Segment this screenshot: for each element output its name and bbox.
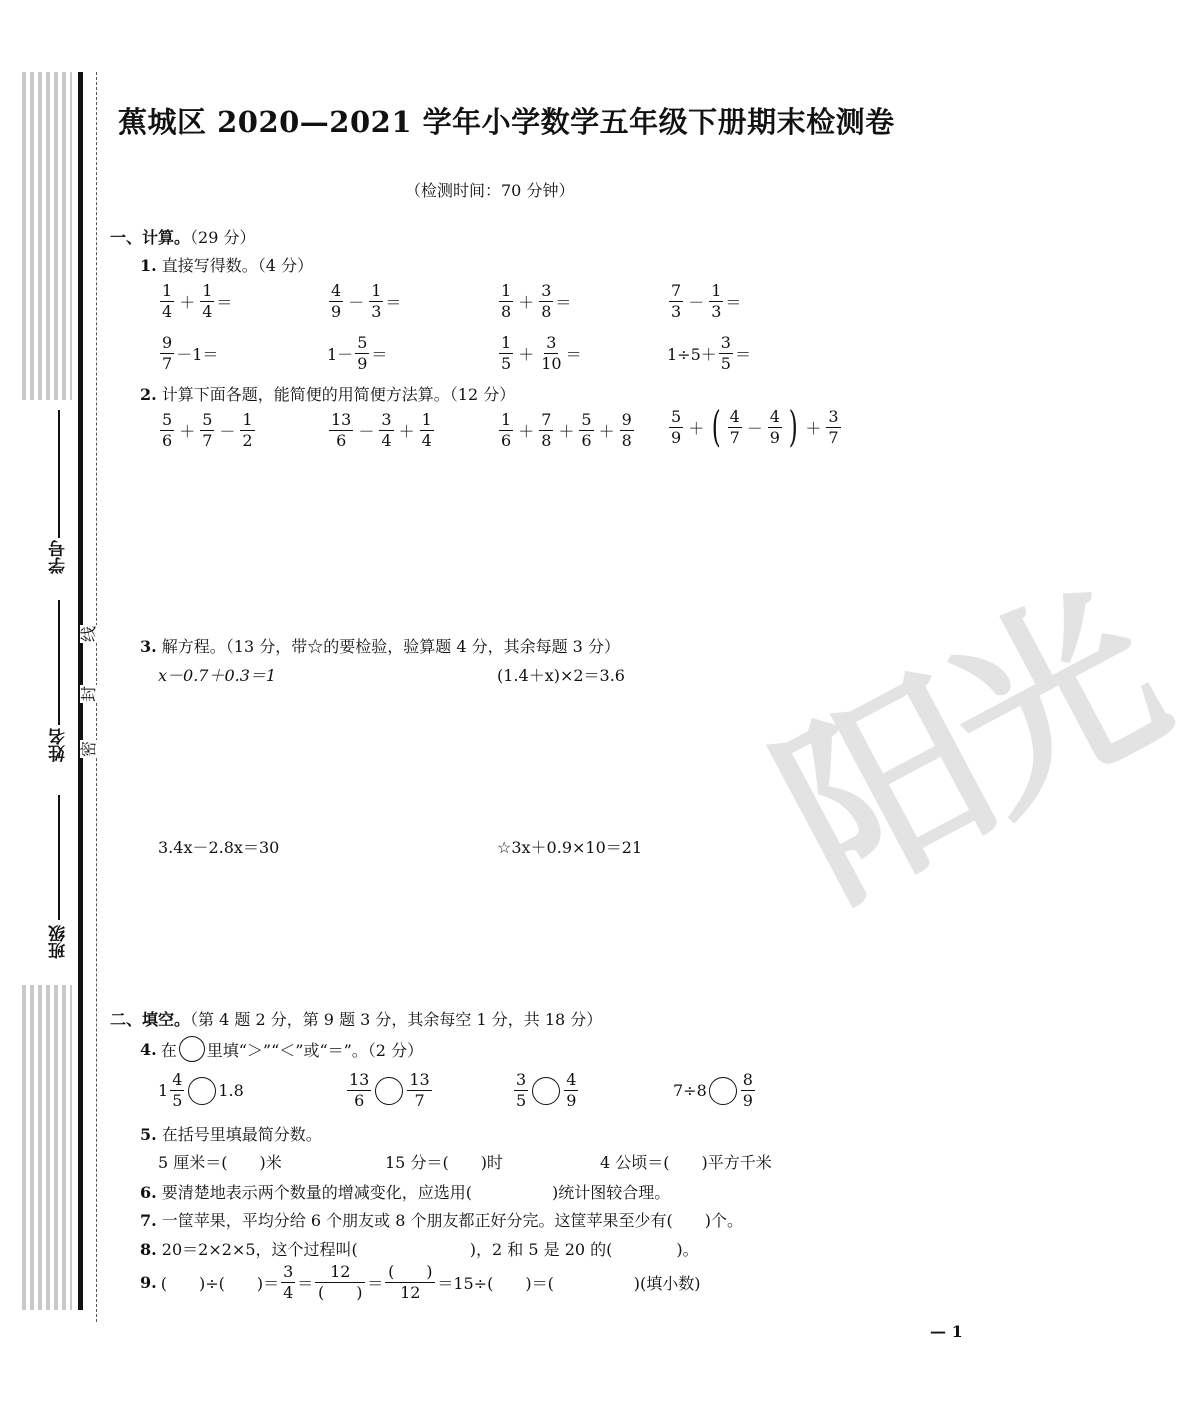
denominator: 4 [283, 1283, 294, 1302]
q1-expr-4 [667, 283, 741, 320]
denominator: 5 [720, 354, 731, 373]
denominator: 7 [729, 427, 740, 447]
question-5-text: 在括号里填最简分数。 [161, 1125, 322, 1144]
exam-duration: （检测时间：70 分钟） [405, 181, 575, 200]
denominator-blank: ( ) [318, 1283, 363, 1302]
numerator: 1 [202, 281, 213, 300]
denominator: 9 [769, 427, 780, 447]
operator: － [348, 293, 365, 312]
operator: ＋ [179, 293, 196, 312]
q5-item-2: 15 分＝( )时 [385, 1153, 503, 1172]
numerator: 9 [162, 333, 173, 352]
compare-circle[interactable] [709, 1077, 737, 1105]
denominator: 3 [371, 302, 382, 321]
numerator: 3 [828, 406, 839, 426]
numerator: 3 [541, 281, 552, 300]
numerator: 4 [729, 406, 740, 426]
question-7-number: 7. [140, 1211, 157, 1230]
equals: ＝ [216, 293, 233, 312]
denominator: 5 [501, 354, 512, 373]
question-8 [140, 1237, 699, 1260]
watermark: 阳光 [745, 556, 1191, 941]
operator: ＋ [179, 422, 196, 441]
q1-expr-2 [327, 283, 401, 320]
denominator: 5 [516, 1091, 527, 1110]
question-3 [140, 634, 620, 657]
numerator: 1 [501, 333, 512, 352]
denominator: 3 [711, 302, 722, 321]
seal-char-secret: 密 [79, 741, 98, 758]
numerator: 1 [242, 410, 253, 429]
operator: ＋ [518, 345, 535, 364]
section-1-heading [110, 225, 255, 248]
expr-head: 1÷5＋ [667, 345, 717, 364]
numerator: 5 [581, 410, 592, 429]
operator: ＋ [398, 422, 415, 441]
binding-stripes-top [22, 72, 72, 400]
numerator: 1 [501, 410, 512, 429]
question-2 [140, 382, 515, 405]
numerator: 9 [621, 410, 632, 429]
numerator: 4 [566, 1070, 577, 1089]
operator: ＋ [558, 422, 575, 441]
denominator: 9 [742, 1091, 753, 1110]
numerator: 4 [172, 1070, 183, 1089]
numerator: 3 [720, 333, 731, 352]
question-4 [140, 1036, 423, 1062]
denominator: 6 [501, 431, 512, 450]
question-6-number: 6. [140, 1183, 157, 1202]
denominator: 6 [581, 431, 592, 450]
q1-expr-3 [497, 283, 571, 320]
operator: ＋ [518, 422, 535, 441]
denominator: 10 [541, 354, 562, 373]
operator: － [358, 422, 375, 441]
question-8-text: 20＝2×2×5，这个过程叫( )，2 和 5 是 20 的( )。 [161, 1240, 699, 1259]
equation-4: ☆3x＋0.9×10＝21 [497, 838, 643, 857]
numerator-blank: ( ) [385, 1264, 435, 1283]
q1-expr-5 [158, 335, 218, 372]
q4-compare-2 [345, 1072, 434, 1109]
denominator: 5 [172, 1091, 183, 1110]
equals: ＝ [385, 293, 402, 312]
numerator: 1 [371, 281, 382, 300]
q4-compare-4 [673, 1072, 757, 1109]
equals: ＝ [371, 345, 388, 364]
q2-expr-1 [158, 412, 257, 449]
question-2-number: 2. [140, 385, 157, 404]
numerator: 3 [283, 1262, 294, 1281]
numerator: 7 [541, 410, 552, 429]
denominator: 6 [336, 431, 347, 450]
denominator: 4 [381, 431, 392, 450]
question-1 [140, 253, 313, 276]
operator: － [219, 422, 236, 441]
denominator: 9 [566, 1091, 577, 1110]
denominator: 7 [202, 431, 213, 450]
equals: ＝ [734, 345, 751, 364]
numerator: 13 [331, 410, 352, 429]
denominator: 9 [671, 427, 682, 447]
expr-tail: －1＝ [176, 345, 219, 364]
page-title: 蕉城区 2020—2021 学年小学数学五年级下册期末检测卷 [118, 105, 895, 139]
question-6-text: 要清楚地表示两个数量的增减变化，应选用( )统计图较合理。 [161, 1183, 671, 1202]
question-9-number: 9. [140, 1273, 157, 1292]
compare-circle[interactable] [188, 1077, 216, 1105]
q1-expr-7 [497, 335, 582, 372]
denominator: 3 [671, 302, 682, 321]
numerator: 1 [501, 281, 512, 300]
class-label: 班级 [49, 925, 69, 959]
numerator: 3 [381, 410, 392, 429]
section-1-title: 一、计算。 [110, 228, 191, 247]
numerator: 8 [742, 1070, 753, 1089]
denominator: 7 [162, 354, 173, 373]
binding-stripes-bottom [22, 985, 72, 1310]
q1-expr-8 [667, 335, 751, 372]
denominator: 9 [331, 302, 342, 321]
student-no-line [58, 410, 60, 538]
numerator: 4 [769, 406, 780, 426]
denominator: 7 [828, 427, 839, 447]
operator: ＋ [805, 418, 822, 438]
operator: － [688, 293, 705, 312]
question-9 [140, 1264, 701, 1301]
name-label: 姓名 [49, 728, 69, 762]
q1-expr-6 [327, 335, 387, 372]
q9-part-1: ( )÷( )＝ [160, 1274, 280, 1293]
numerator: 7 [671, 281, 682, 300]
q2-expr-3 [497, 412, 636, 449]
q4-compare-1 [158, 1072, 244, 1109]
q1-expr-1 [158, 283, 232, 320]
question-3-text: 解方程。（13 分，带☆的要检验，验算题 4 分，其余每题 3 分） [161, 637, 620, 656]
denominator: 7 [414, 1091, 425, 1110]
numerator: 3 [546, 333, 557, 352]
page-number: — 1 [930, 1322, 963, 1341]
numerator: 13 [349, 1070, 370, 1089]
numerator: 5 [671, 406, 682, 426]
circle-icon [179, 1036, 205, 1062]
q4-compare-3 [512, 1072, 580, 1109]
numerator: 5 [202, 410, 213, 429]
student-no-label: 学号 [49, 540, 69, 574]
question-8-number: 8. [140, 1240, 157, 1259]
question-2-text: 计算下面各题，能简便的用简便方法算。（12 分） [161, 385, 516, 404]
name-line [58, 600, 60, 725]
seal-char-line: 线 [79, 626, 98, 643]
numerator: 1 [162, 281, 173, 300]
compare-circle[interactable] [375, 1077, 403, 1105]
compare-circle[interactable] [532, 1077, 560, 1105]
mixed-whole: 1 [158, 1081, 169, 1100]
right-paren: ) [788, 402, 798, 451]
expr-head: 1－ [327, 345, 354, 364]
equals: ＝ [297, 1274, 314, 1293]
question-6 [140, 1180, 670, 1203]
question-7 [140, 1208, 743, 1231]
denominator: 4 [162, 302, 173, 321]
numerator: 5 [357, 333, 368, 352]
numerator: 3 [516, 1070, 527, 1089]
equals: ＝ [725, 293, 742, 312]
equals: ＝ [565, 345, 582, 364]
denominator: 2 [242, 431, 253, 450]
equation-2: (1.4＋x)×2＝3.6 [497, 666, 625, 685]
denominator: 12 [400, 1283, 421, 1302]
denominator: 6 [354, 1091, 365, 1110]
question-4-post: 里填“＞”“＜”或“＝”。（2 分） [206, 1040, 424, 1060]
denominator: 8 [621, 431, 632, 450]
denominator: 8 [541, 431, 552, 450]
question-4-pre: 在 [160, 1040, 177, 1060]
q2-expr-4 [667, 402, 843, 451]
numerator: 1 [421, 410, 432, 429]
numerator: 1 [711, 281, 722, 300]
compare-left: 7÷8 [673, 1081, 707, 1100]
numerator: 4 [331, 281, 342, 300]
question-5 [140, 1122, 322, 1145]
section-2-title: 二、填空。 [110, 1010, 191, 1029]
equation-1: x－0.7＋0.3＝1 [158, 666, 277, 685]
denominator: 8 [501, 302, 512, 321]
section-2-heading [110, 1007, 602, 1030]
equals: ＝ [367, 1274, 384, 1293]
equation-3: 3.4x－2.8x＝30 [158, 838, 280, 857]
section-2-points: （第 4 题 2 分，第 9 题 3 分，其余每空 1 分，共 18 分） [190, 1010, 603, 1029]
seal-char-seal: 封 [79, 686, 98, 703]
question-4-number: 4. [140, 1039, 157, 1059]
q2-expr-2 [327, 412, 436, 449]
denominator: 4 [421, 431, 432, 450]
operator: ＋ [598, 422, 615, 441]
question-1-text: 直接写得数。（4 分） [161, 256, 314, 275]
section-1-points: （29 分） [190, 228, 256, 247]
q5-item-3: 4 公顷＝( )平方千米 [600, 1153, 772, 1172]
numerator: 13 [409, 1070, 430, 1089]
class-line [58, 795, 60, 920]
question-3-number: 3. [140, 637, 157, 656]
question-1-number: 1. [140, 256, 157, 275]
denominator: 9 [357, 354, 368, 373]
numerator: 5 [162, 410, 173, 429]
denominator: 8 [541, 302, 552, 321]
q9-part-2: ＝15÷( )＝( )(填小数) [437, 1274, 701, 1293]
denominator: 6 [162, 431, 173, 450]
question-5-number: 5. [140, 1125, 157, 1144]
operator: ＋ [518, 293, 535, 312]
operator: ＋ [688, 418, 705, 438]
denominator: 4 [202, 302, 213, 321]
numerator: 12 [315, 1264, 365, 1283]
question-7-text: 一筐苹果，平均分给 6 个朋友或 8 个朋友都正好分完。这筐苹果至少有( )个。 [161, 1211, 743, 1230]
operator: － [746, 418, 763, 438]
q5-item-1: 5 厘米＝( )米 [158, 1153, 282, 1172]
left-paren: ( [711, 402, 721, 451]
equals: ＝ [555, 293, 572, 312]
compare-right: 1.8 [218, 1081, 244, 1100]
